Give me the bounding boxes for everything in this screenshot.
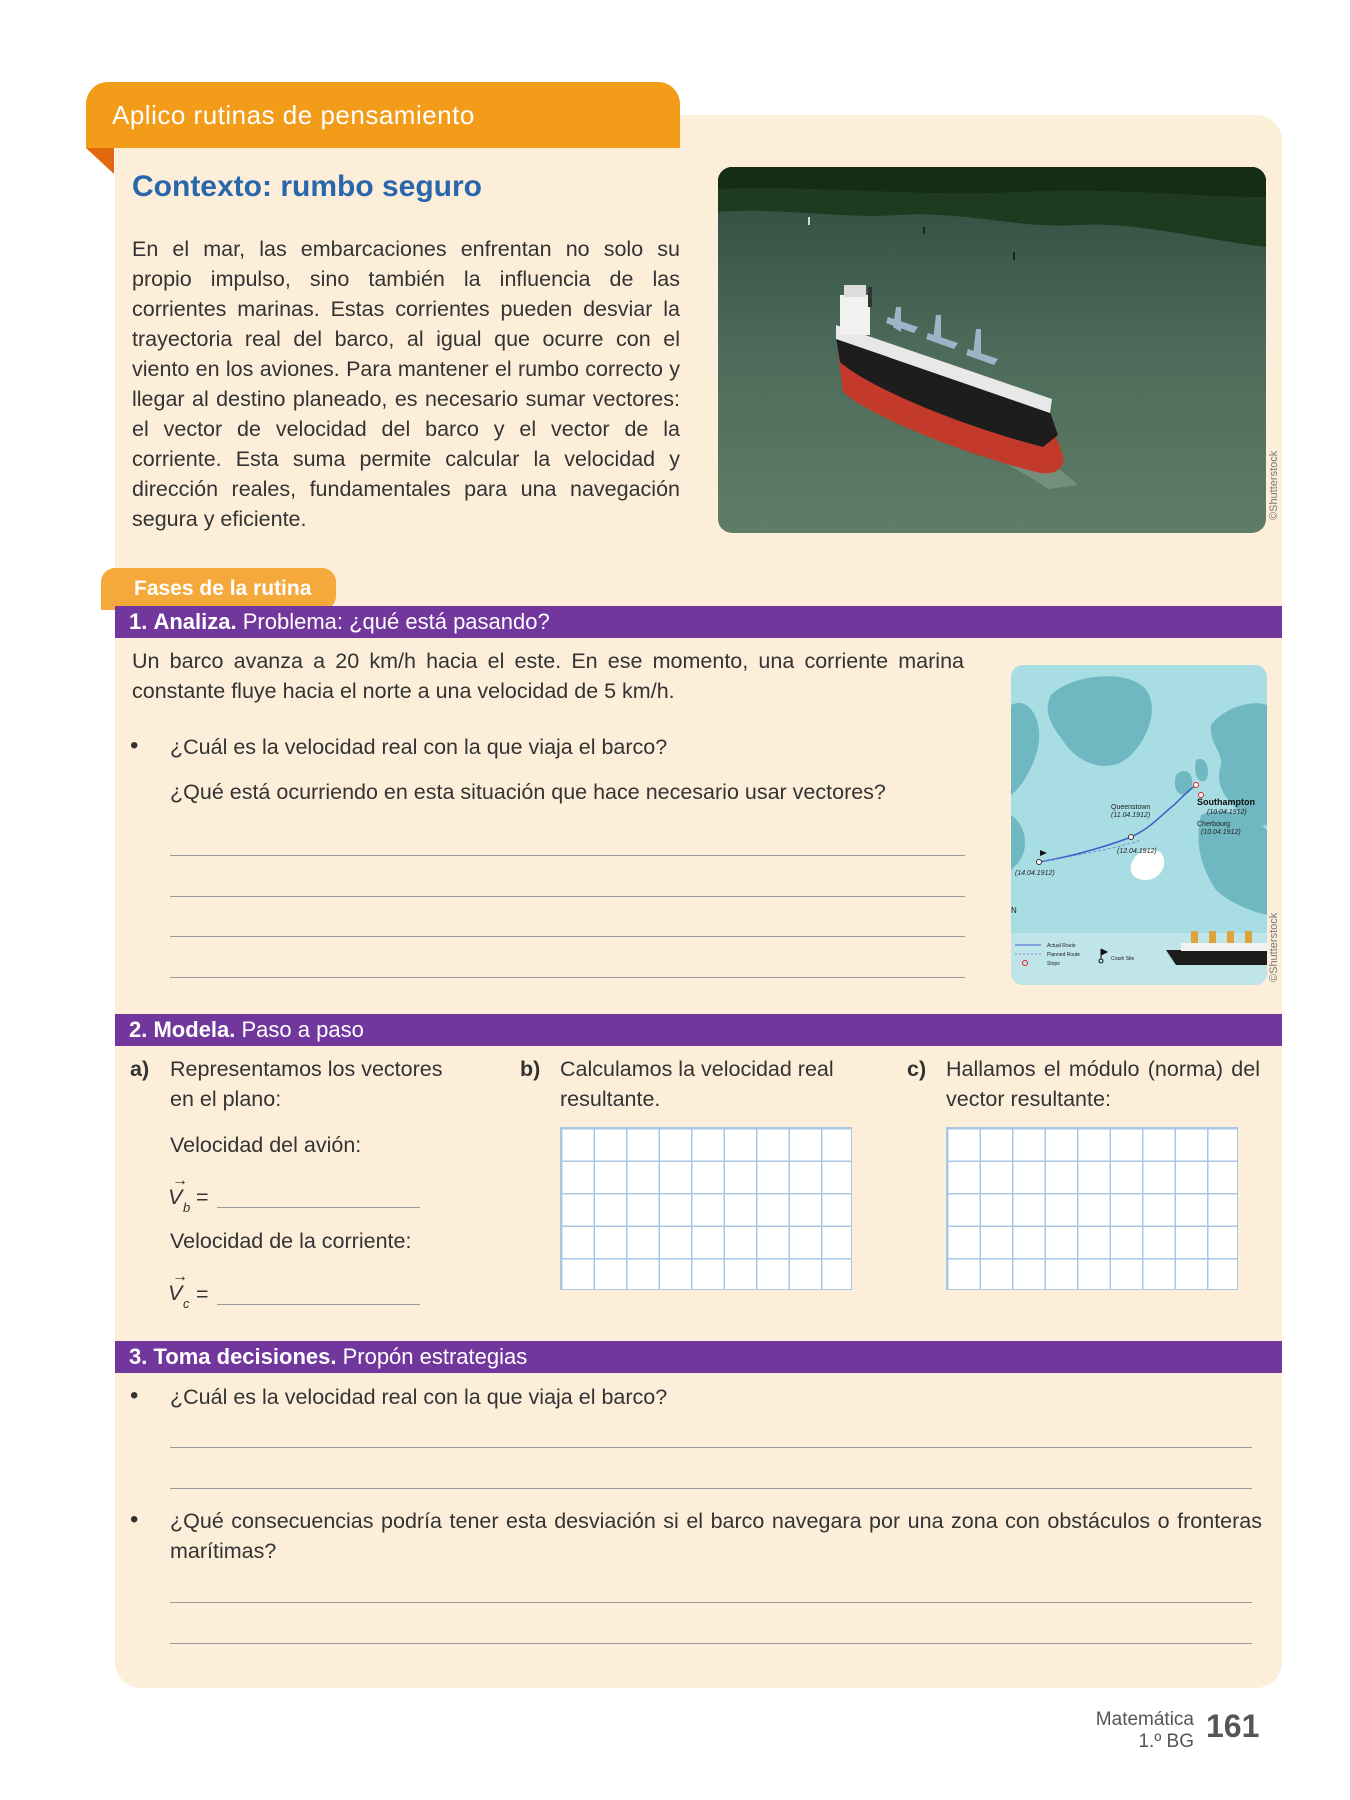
plane-speed-label: Velocidad del avión:	[170, 1133, 362, 1157]
item-b-text: Calculamos la velocidad real resultante.	[560, 1057, 834, 1111]
ship-photo	[718, 167, 1266, 533]
answer-line[interactable]	[170, 855, 965, 856]
map-label: Southampton	[1197, 797, 1255, 807]
phases-tab-label: Fases de la rutina	[134, 577, 312, 600]
footer-subject: Matemática	[1095, 1709, 1194, 1730]
item-a-label: a)	[130, 1057, 150, 1081]
question-real-speed: ¿Cuál es la velocidad real con la que viaja el barco?	[170, 735, 668, 759]
ribbon-fold	[86, 148, 114, 174]
bullet: •	[130, 1506, 139, 1533]
answer-line[interactable]	[170, 936, 965, 937]
problem-statement: Un barco avanza a 20 km/h hacia el este. En ese momento, una corriente marina constante fluye hacia el norte a una velocidad de 5 km/h.	[132, 649, 964, 703]
context-title: Contexto: rumbo seguro	[132, 170, 482, 203]
answer-line[interactable]	[170, 977, 965, 978]
map-legend-label: Planned Route	[1047, 952, 1081, 958]
vc-answer-line[interactable]	[217, 1304, 420, 1305]
map-label: N	[1011, 906, 1017, 915]
answer-line[interactable]	[170, 1488, 1252, 1489]
question-consequences: ¿Qué consecuencias podría tener esta desviación si el barco navegara por una zona con obstáculos o fronteras marítimas?	[170, 1509, 1262, 1563]
grid-b[interactable]	[560, 1127, 852, 1290]
equals-sign: =	[196, 1282, 209, 1306]
map-label: (12.04.1912)	[1117, 848, 1157, 855]
titanic-route-map	[1011, 665, 1267, 985]
map-legend-label: Actual Route	[1047, 943, 1076, 949]
page-number: 161	[1206, 1708, 1260, 1744]
item-a-text: Representamos los vectores en el plano:	[170, 1057, 443, 1111]
photo-credit: ©Shutterstock	[1268, 450, 1280, 520]
question-real-speed-2: ¿Cuál es la velocidad real con la que viaja el barco?	[170, 1385, 668, 1409]
context-body: En el mar, las embarcaciones enfrentan no solo su propio impulso, sino también la influencia de las corrientes marinas. Estas corrientes pueden desviar la trayectoria real del barco, al igual que ocurre con el viento en los aviones. Para mantener el rumbo correcto y llegar al destino planeado, es necesario sumar vectores: el vector de velocidad del barco y el vector de la corriente. Esta suma permite calcular la velocidad y dirección reales, fundamentales para una navegación segura y eficiente.	[132, 237, 680, 531]
map-label: (10.04.1912)	[1201, 829, 1241, 836]
section-1-header: 1. Analiza. Problema: ¿qué está pasando?	[115, 606, 1282, 638]
vector-arrow-icon: →	[172, 1268, 188, 1285]
map-label: Cherbourg	[1197, 821, 1231, 828]
item-c-label: c)	[907, 1057, 927, 1081]
answer-line[interactable]	[170, 1447, 1252, 1448]
vector-vb: → V b	[168, 1172, 191, 1215]
map-legend-label: Crash Site	[1111, 956, 1135, 962]
question-why-vectors: ¿Qué está ocurriendo en esta situación que hace necesario usar vectores?	[170, 780, 886, 804]
answer-line[interactable]	[170, 896, 965, 897]
item-c-text: Hallamos el módulo (norma) del vector resultante:	[946, 1057, 1260, 1111]
map-credit: ©Shutterstock	[1268, 912, 1280, 982]
bullet: •	[130, 732, 139, 759]
section-3-header: 3. Toma decisiones. Propón estrategias	[115, 1341, 1282, 1373]
answer-line[interactable]	[170, 1643, 1252, 1644]
equals-sign: =	[196, 1185, 209, 1209]
bullet: •	[130, 1382, 139, 1409]
map-label: (10.04.1912)	[1207, 809, 1247, 816]
map-legend-label: Stops	[1047, 961, 1060, 967]
vb-answer-line[interactable]	[217, 1207, 420, 1208]
section-2-header: 2. Modela. Paso a paso	[115, 1014, 1282, 1046]
footer-grade: 1.º BG	[1138, 1731, 1194, 1752]
item-b-label: b)	[520, 1057, 541, 1081]
current-speed-label: Velocidad de la corriente:	[170, 1229, 412, 1253]
ribbon-title: Aplico rutinas de pensamiento	[112, 100, 475, 130]
vector-vc: → V c	[168, 1268, 190, 1311]
answer-line[interactable]	[170, 1602, 1252, 1603]
grid-c[interactable]	[946, 1127, 1238, 1290]
map-label: (11.04.1912)	[1111, 812, 1151, 819]
vector-arrow-icon: →	[172, 1172, 188, 1189]
map-label: Queenstown	[1111, 804, 1151, 811]
map-label: (14.04.1912)	[1015, 870, 1055, 877]
